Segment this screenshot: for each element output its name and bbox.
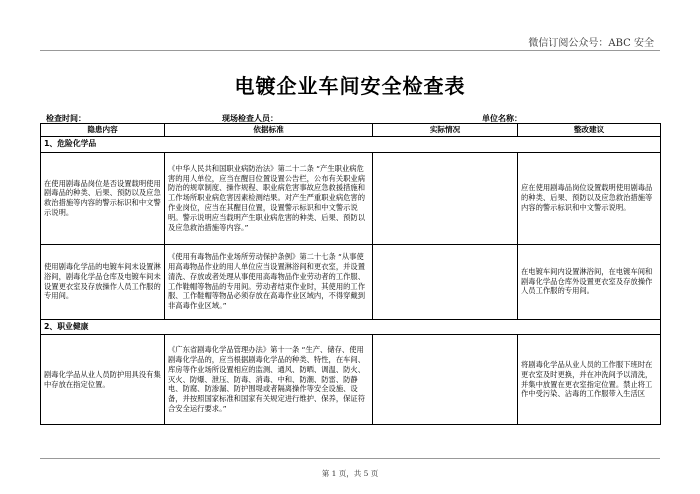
header-suggestion: 整改建议 [518, 124, 661, 137]
table-header-row [41, 124, 661, 137]
suggestion-cell: 应在使用剧毒品岗位设置载明使用剧毒品的种类、后果、预防以及应急救治措施等内容的警示标识和中文警示说明。 [518, 152, 661, 244]
table-row [41, 152, 661, 244]
section-title: 2、职业健康 [41, 319, 661, 334]
standard-cell: 《广东省剧毒化学品管理办法》第十一条 “生产、储存、使用剧毒化学品的，应当根据剧毒化学品的种类、特性，在车间、库房等作业场所设置相应的监测、通风、防晒、调温、防火、灭火、防爆、泄压、防毒、消毒、中和、防潮、防雷、防静电、防腐、防渗漏、防护围堤或者隔离操作等安全设施、设备，并按照国家标准和国家有关规定进行维护、保养，保证符合安全运行要求。” [165, 335, 373, 425]
actual-cell[interactable] [373, 152, 518, 244]
suggestion-cell: 在电镀车间内设置淋浴间，在电镀车间和剧毒化学品仓库外设置更衣室及存放操作人员工作服的专用间。 [518, 244, 661, 319]
header-actual: 实际情况 [373, 124, 518, 137]
actual-cell[interactable] [373, 335, 518, 425]
header-hazard: 隐患内容 [41, 124, 165, 137]
inspection-table [40, 123, 661, 425]
suggestion-cell: 将剧毒化学品从业人员的工作服下班时在更衣室及时更换，并在冲洗间予以清洗，并集中放置在更衣室指定位置。禁止将工作中受污染、沾毒的工作服带入生活区 [518, 335, 661, 425]
header-watermark: 微信订阅公众号：ABC 安全 [528, 38, 654, 49]
section-row [41, 137, 661, 152]
footer-divider [40, 458, 660, 459]
actual-cell[interactable] [373, 244, 518, 319]
standard-cell: 《使用有毒物品作业场所劳动保护条例》第二十七条 “从事使用高毒物品作业的用人单位应当设置淋浴间和更衣室，并设置清洗、存放或者处理从事使用高毒物品作业劳动者的工作服、工作鞋帽等物品的专用间。劳动者结束作业时，其使用的工作服、工作鞋帽等物品必须存放在高毒作业区域内，不得穿戴到非高毒作业区域。” [165, 244, 373, 319]
table-row [41, 335, 661, 425]
document-title: 电镀企业车间安全检查表 [234, 74, 466, 98]
inspector-label: 现场检查人员： [222, 114, 278, 123]
check-time-label: 检查时间： [46, 114, 86, 123]
section-title: 1、危险化学品 [41, 137, 661, 152]
unit-name-label: 单位名称： [482, 114, 522, 123]
table-row [41, 244, 661, 319]
standard-cell: 《中华人民共和国职业病防治法》第二十二条 “产生职业病危害的用人单位，应当在醒目位置设置公告栏，公布有关职业病防治的规章制度、操作规程、职业病危害事故应急救援措施和工作场所职业病危害因素检测结果。对产生严重职业病危害的作业岗位，应当在其醒目位置，设置警示标识和中文警示说明。警示说明应当载明产生职业病危害的种类、后果、预防以及应急救治措施等内容。” [165, 152, 373, 244]
hazard-cell: 使用剧毒化学品的电镀车间未设置淋浴间，剧毒化学品仓库及电镀车间未设置更衣室及存放操作人员工作服的专用间。 [41, 244, 165, 319]
hazard-cell: 剧毒化学品从业人员防护用具没有集中存放在指定位置。 [41, 335, 165, 425]
hazard-cell: 在使用剧毒品岗位是否设置载明使用剧毒品的种类、后果、预防以及应急救治措施等内容的警示标识和中文警示说明。 [41, 152, 165, 244]
page-number: 第 1 页，共 5 页 [321, 469, 379, 478]
header-divider [40, 50, 660, 51]
header-standard: 依据标准 [165, 124, 373, 137]
section-row [41, 319, 661, 334]
